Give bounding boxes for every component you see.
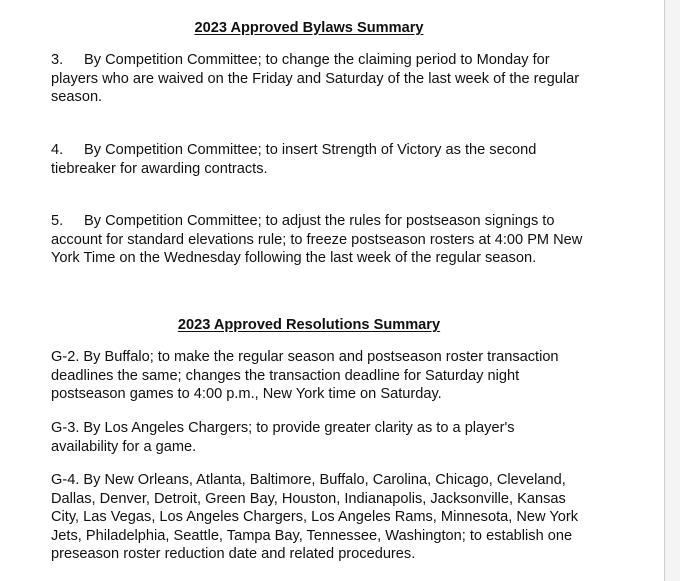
resolution-item-g4-line-3: City, Las Vegas, Los Angeles Chargers, Los Angeles Rams, Minnesota, New York bbox=[51, 509, 579, 526]
resolution-item-g3 bbox=[51, 419, 611, 456]
resolution-item-g2-line-2: deadlines the same; changes the transaction deadline for Saturday night bbox=[51, 367, 520, 384]
resolution-item-g2 bbox=[51, 348, 611, 404]
bylaw-item-5-line-3: York Time on the Wednesday following the last week of the regular season. bbox=[51, 250, 537, 267]
bylaw-item-4 bbox=[51, 141, 611, 178]
bylaw-item-3-number: 3. bbox=[51, 52, 64, 68]
bylaw-item-3-line-3: season. bbox=[51, 89, 103, 106]
bylaw-item-3-text-1: By Competition Committee; to change the claiming period to Monday for bbox=[84, 52, 550, 68]
page-margin-background bbox=[665, 0, 680, 581]
bylaw-item-4-text-1: By Competition Committee; to insert Strength of Victory as the second bbox=[84, 142, 537, 158]
bylaw-item-3 bbox=[51, 51, 611, 107]
bylaw-item-4-number: 4. bbox=[51, 142, 64, 158]
resolution-item-g3-line-2: availability for a game. bbox=[51, 438, 197, 455]
bylaw-item-5-text-1: By Competition Committee; to adjust the rules for postseason signings to bbox=[84, 213, 555, 229]
resolution-item-g2-line-3: postseason games to 4:00 p.m., New York time on Saturday. bbox=[51, 386, 442, 403]
resolution-item-g4-line-4: Jets, Philadelphia, Seattle, Tampa Bay, Tennessee, Washington; to establish one bbox=[51, 527, 573, 544]
bylaw-item-5-line-1 bbox=[51, 212, 611, 231]
resolution-item-g2-line-1: G-2. By Buffalo; to make the regular season and postseason roster transaction bbox=[51, 349, 559, 365]
bylaw-item-3-line-2: players who are waived on the Friday and Saturday of the last week of the regular bbox=[51, 70, 580, 87]
bylaw-item-4-line-1 bbox=[51, 141, 611, 160]
resolutions-heading: 2023 Approved Resolutions Summary bbox=[177, 317, 441, 333]
bylaw-item-5 bbox=[51, 212, 611, 268]
bylaw-item-5-line-2: account for standard elevations rule; to freeze postseason rosters at 4:00 PM New bbox=[51, 231, 583, 248]
bylaw-item-3-line-1 bbox=[51, 51, 611, 70]
bylaw-item-5-number: 5. bbox=[51, 213, 64, 229]
resolution-item-g4-line-1: G-4. By New Orleans, Atlanta, Baltimore, Buffalo, Carolina, Chicago, Cleveland, bbox=[51, 472, 566, 488]
resolution-item-g3-line-1: G-3. By Los Angeles Chargers; to provide greater clarity as to a player's bbox=[51, 420, 515, 436]
resolution-item-g4 bbox=[51, 471, 611, 564]
resolution-item-g4-line-5: preseason roster reduction date and related procedures. bbox=[51, 546, 416, 563]
resolution-item-g4-line-2: Dallas, Denver, Detroit, Green Bay, Houston, Indianapolis, Jacksonville, Kansas bbox=[51, 490, 566, 507]
bylaw-item-4-line-2: tiebreaker for awarding contracts. bbox=[51, 160, 268, 177]
bylaws-heading: 2023 Approved Bylaws Summary bbox=[194, 20, 424, 36]
